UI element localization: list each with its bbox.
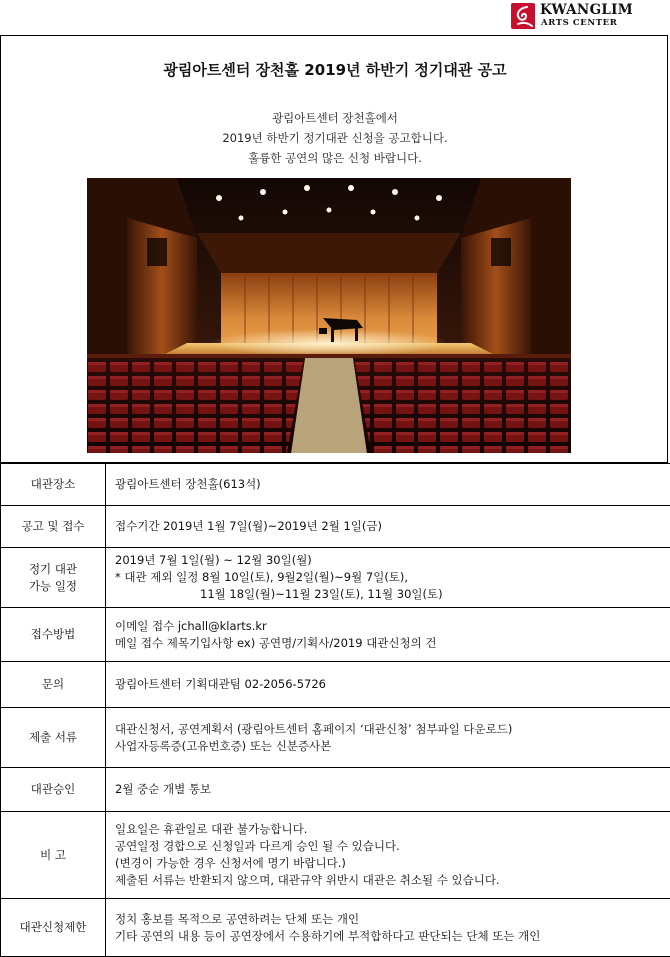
- row-value: 2월 중순 개별 통보: [106, 768, 670, 812]
- logo-subtitle: ARTS CENTER: [541, 18, 617, 28]
- logo-name: KWANGLIM: [540, 3, 633, 18]
- table-row: [1, 768, 670, 812]
- table-row: [1, 464, 670, 506]
- row-label: 대관장소: [1, 464, 106, 506]
- row-value: 접수기간 2019년 1월 7일(월)~2019년 2월 1일(금): [106, 506, 670, 548]
- row-value: 대관신청서, 공연계획서 (광림아트센터 홈페이지 ‘대관신청’ 첨부파일 다운로드) 사업자등록증(고유번호증) 또는 신분증사본: [106, 708, 670, 768]
- table-row: [1, 608, 670, 662]
- intro-line: 2019년 하반기 정기대관 신청을 공고합니다.: [0, 128, 670, 148]
- table-row: [1, 899, 670, 957]
- row-value: 정치 홍보를 목적으로 공연하려는 단체 또는 개인 기타 공연의 내용 등이 공연장에서 수용하기에 부적합하다고 판단되는 단체 또는 개인: [106, 899, 670, 957]
- row-value: 이메일 접수 jchall@klarts.kr 메일 접수 제목기입사항 ex) 공연명/기획사/2019 대관신청의 건: [106, 608, 670, 662]
- kwanglim-logo-mark-icon: [510, 2, 536, 30]
- row-label: 문의: [1, 662, 106, 708]
- concert-hall-photo: [87, 178, 571, 453]
- row-label: 정기 대관 가능 일정: [1, 548, 106, 608]
- row-value: 일요일은 휴관일로 대관 불가능합니다. 공연일정 경합으로 신청일과 다르게 승인 될 수 있습니다. (변경이 가능한 경우 신청서에 명기 바랍니다.) 제출된 서류는 반환되지 않으며, 대관규약 위반시 대관은 취소될 수 있습니다.: [106, 812, 670, 899]
- row-label: 비 고: [1, 812, 106, 899]
- intro-line: 훌륭한 공연의 많은 신청 바랍니다.: [0, 148, 670, 168]
- row-value: 광림아트센터 장천홀(613석): [106, 464, 670, 506]
- intro-text: [0, 108, 670, 168]
- rental-info-table: [0, 463, 670, 957]
- table-row: [1, 708, 670, 768]
- row-label: 접수방법: [1, 608, 106, 662]
- row-label: 공고 및 접수: [1, 506, 106, 548]
- table-row: [1, 812, 670, 899]
- table-row: [1, 548, 670, 608]
- kwanglim-logo[interactable]: [510, 2, 668, 32]
- intro-line: 광림아트센터 장천홀에서: [0, 108, 670, 128]
- row-label: 대관신청제한: [1, 899, 106, 957]
- row-value: 광림아트센터 기획대관팀 02-2056-5726: [106, 662, 670, 708]
- row-label: 제출 서류: [1, 708, 106, 768]
- table-row: [1, 506, 670, 548]
- row-label: 대관승인: [1, 768, 106, 812]
- table-row: [1, 662, 670, 708]
- row-value: 2019년 7월 1일(월) ~ 12월 30일(월) * 대관 제외 일정 8월 10일(토), 9월2일(월)~9월 7일(토), 11월 18일(월)~11월 23일(토), 11월 30일(토): [106, 548, 670, 608]
- page-title: 광림아트센터 장천홀 2019년 하반기 정기대관 공고: [0, 60, 670, 80]
